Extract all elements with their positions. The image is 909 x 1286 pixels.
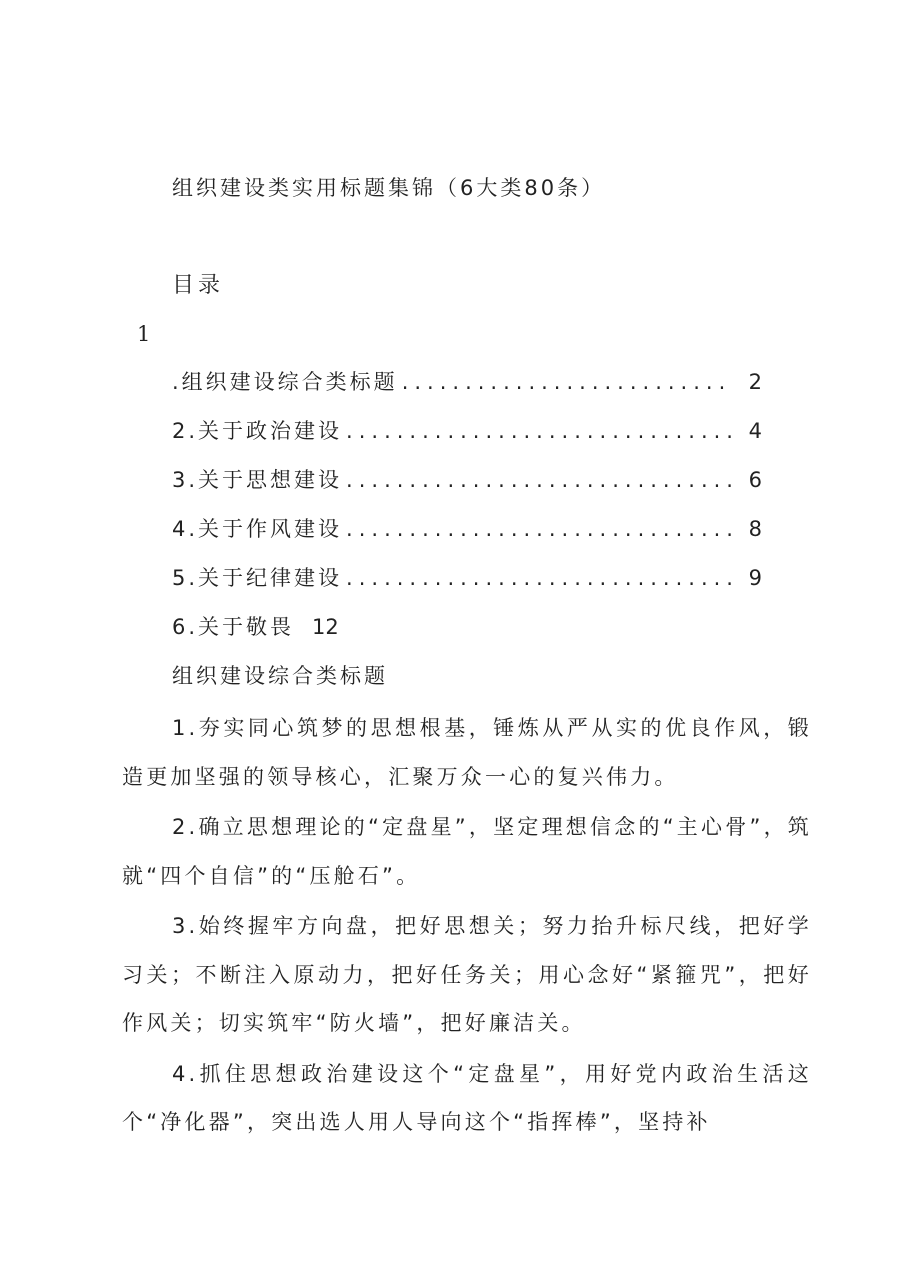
toc-item[interactable]	[172, 415, 762, 464]
toc-item-page: 2	[748, 370, 762, 394]
toc-item-page: 12	[312, 615, 339, 639]
toc-heading: 目录	[172, 273, 225, 298]
document-title: 组织建设类实用标题集锦（6大类80条）	[172, 176, 606, 200]
toc-item-page: 8	[748, 517, 762, 541]
toc-item-leader: ...............................	[346, 468, 739, 492]
toc-item-page: 4	[748, 419, 762, 443]
toc-item[interactable]	[172, 464, 762, 513]
toc-item-leader: ..........................	[401, 370, 732, 394]
section-heading: 组织建设综合类标题	[172, 664, 388, 688]
paragraph: 4.抓住思想政治建设这个“定盘星”，用好党内政治生活这个“净化器”，突出选人用人导向这个“指挥棒”，坚持补	[122, 1061, 812, 1134]
paragraph: 2.确立思想理论的“定盘星”，坚定理想信念的“主心骨”，筑就“四个自信”的“压舱石”。	[122, 815, 812, 888]
toc-item-leader: ...............................	[346, 566, 739, 590]
toc-item-label: 2.关于政治建设	[172, 419, 343, 443]
toc-item[interactable]	[172, 513, 762, 562]
toc-item-label: .组织建设综合类标题	[172, 370, 398, 394]
paragraph: 3.始终握牢方向盘，把好思想关；努力抬升标尺线，把好学习关；不断注入原动力，把好任务关；用心念好“紧箍咒”，把好作风关；切实筑牢“防火墙”，把好廉洁关。	[122, 914, 812, 1035]
toc-item-label: 6.关于敬畏	[172, 615, 295, 639]
toc-item-page: 9	[748, 566, 762, 590]
toc-item-leader: ...............................	[346, 419, 739, 443]
body-text	[122, 704, 812, 1149]
paragraph: 1.夯实同心筑梦的思想根基，锤炼从严从实的优良作风，锻造更加坚强的领导核心，汇聚万众一心的复兴伟力。	[122, 716, 812, 789]
toc-item[interactable]	[172, 611, 762, 660]
toc-item-label: 3.关于思想建设	[172, 468, 343, 492]
toc-item-label: 5.关于纪律建设	[172, 566, 343, 590]
toc-item-leader: ...............................	[346, 517, 739, 541]
toc-lead-number: 1	[137, 322, 151, 346]
toc-item[interactable]	[172, 366, 762, 415]
toc-item[interactable]	[172, 562, 762, 611]
toc-item-page: 6	[748, 468, 762, 492]
table-of-contents	[172, 366, 762, 660]
toc-item-label: 4.关于作风建设	[172, 517, 343, 541]
